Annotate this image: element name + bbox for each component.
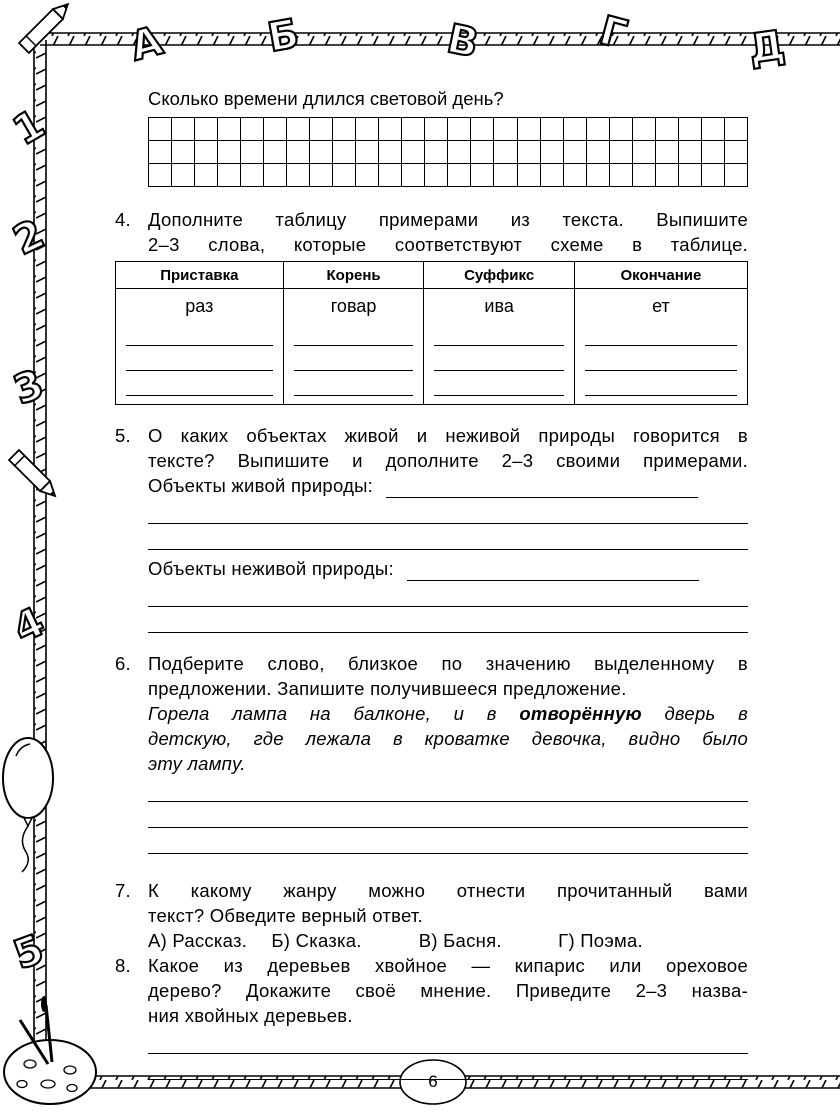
question-number: 8.: [115, 955, 131, 976]
question-text: Дополните таблицу примерами из текста. Выпишите: [148, 209, 748, 230]
answer-line[interactable]: [148, 1028, 748, 1054]
question-text: предложении. Запишите получившееся предложение.: [148, 678, 627, 699]
grid-cell[interactable]: [448, 141, 471, 164]
option-d[interactable]: Г) Поэма.: [558, 930, 643, 951]
grid-cell[interactable]: [172, 141, 195, 164]
question-text: текст? Обведите верный ответ.: [148, 905, 423, 926]
grid-cell[interactable]: [632, 164, 655, 187]
question-text: тексте? Выпишите и дополните 2–3 своими примерами.: [148, 450, 748, 471]
sentence-end: дверь в: [641, 703, 749, 724]
grid-cell[interactable]: [149, 118, 172, 141]
grid-cell[interactable]: [149, 141, 172, 164]
grid-row: [149, 118, 748, 141]
answer-line[interactable]: [148, 581, 748, 607]
grid-cell[interactable]: [494, 141, 517, 164]
option-b[interactable]: Б) Сказка.: [271, 930, 362, 951]
grid-cell[interactable]: [356, 141, 379, 164]
grid-cell[interactable]: [540, 118, 563, 141]
answer-line[interactable]: [294, 371, 414, 396]
question-number: 4.: [115, 209, 131, 230]
grid-cell[interactable]: [379, 141, 402, 164]
question-text: ния хвойных деревьев.: [148, 1005, 353, 1026]
option-a[interactable]: А) Рассказ.: [148, 930, 248, 951]
grid-cell[interactable]: [310, 164, 333, 187]
grid-cell[interactable]: [218, 118, 241, 141]
grid-cell[interactable]: [425, 141, 448, 164]
grid-cell[interactable]: [195, 164, 218, 187]
grid-cell[interactable]: [356, 164, 379, 187]
grid-cell[interactable]: [264, 164, 287, 187]
grid-cell[interactable]: [195, 141, 218, 164]
question-text: 2–3 слова, которые соответствуют схеме в таблице.: [148, 234, 748, 255]
example-sentence: [148, 701, 748, 726]
grid-cell[interactable]: [218, 164, 241, 187]
question-text: Подберите слово, близкое по значению выделенному в: [148, 653, 748, 674]
answer-line[interactable]: [434, 371, 563, 396]
grid-cell[interactable]: [678, 118, 701, 141]
question-number: 6.: [115, 653, 131, 674]
grid-cell[interactable]: [149, 164, 172, 187]
grid-cell[interactable]: [172, 118, 195, 141]
grid-cell[interactable]: [471, 141, 494, 164]
question-text: К какому жанру можно отнести прочитанный вами: [148, 880, 748, 901]
grid-cell[interactable]: [448, 118, 471, 141]
answer-line[interactable]: [148, 607, 748, 633]
question-text: О каких объектах живой и неживой природы говорится в: [148, 425, 748, 446]
example-prefix: раз: [185, 296, 214, 316]
grid-cell[interactable]: [632, 118, 655, 141]
answer-line[interactable]: [148, 498, 748, 524]
living-objects-label: Объекты живой природы:: [148, 475, 374, 496]
grid-row: [149, 141, 748, 164]
grid-cell[interactable]: [195, 118, 218, 141]
grid-cell[interactable]: [563, 118, 586, 141]
answer-line[interactable]: [294, 321, 414, 346]
grid-cell[interactable]: [172, 164, 195, 187]
column-header-ending: Окончание: [574, 262, 747, 289]
grid-cell[interactable]: [333, 164, 356, 187]
grid-cell[interactable]: [563, 164, 586, 187]
question-number: 5.: [115, 425, 131, 446]
question-number: 7.: [115, 880, 131, 901]
grid-cell[interactable]: [655, 164, 678, 187]
nonliving-objects-row: [148, 556, 748, 581]
header-letter-v: В: [443, 15, 483, 68]
grid-cell[interactable]: [517, 141, 540, 164]
question-7: [115, 878, 748, 953]
grid-cell[interactable]: [241, 118, 264, 141]
grid-cell[interactable]: [264, 118, 287, 141]
grid-cell[interactable]: [517, 164, 540, 187]
answer-line[interactable]: [585, 321, 737, 346]
column-header-suffix: Суффикс: [424, 262, 574, 289]
answer-line[interactable]: [434, 321, 563, 346]
grid-cell[interactable]: [425, 118, 448, 141]
header-letter-d: Д: [745, 22, 788, 73]
grid-cell[interactable]: [241, 164, 264, 187]
question-4: [115, 207, 748, 257]
prev-question-text: Сколько времени длился световой день?: [148, 88, 504, 109]
grid-cell[interactable]: [724, 164, 747, 187]
grid-cell[interactable]: [356, 118, 379, 141]
example-sentence: детскую, где лежала в кроватке девочка, видно было: [148, 728, 748, 749]
highlighted-word: отворённую: [519, 703, 642, 724]
answer-options: [148, 928, 748, 953]
margin-number-1: 1: [5, 100, 53, 155]
grid-cell[interactable]: [287, 118, 310, 141]
answer-line[interactable]: [294, 346, 414, 371]
palette-icon: [4, 996, 96, 1104]
grid-cell[interactable]: [609, 118, 632, 141]
grid-cell[interactable]: [402, 118, 425, 141]
table-cell[interactable]: [574, 289, 747, 405]
grid-cell[interactable]: [425, 164, 448, 187]
header-letter-b: Б: [264, 10, 303, 62]
nonliving-objects-label: Объекты неживой природы:: [148, 558, 394, 579]
worksheet-content: [115, 86, 748, 1080]
grid-cell[interactable]: [586, 118, 609, 141]
header-letter-g: Г: [594, 7, 632, 59]
margin-number-3: 3: [7, 361, 50, 414]
grid-cell[interactable]: [494, 118, 517, 141]
grid-cell[interactable]: [563, 141, 586, 164]
table-cell[interactable]: [424, 289, 574, 405]
table-cell[interactable]: [283, 289, 424, 405]
grid-cell[interactable]: [678, 164, 701, 187]
question-text: Какое из деревьев хвойное — кипарис или ореховое: [148, 955, 748, 976]
grid-cell[interactable]: [379, 118, 402, 141]
grid-cell[interactable]: [678, 141, 701, 164]
answer-line[interactable]: [386, 479, 698, 498]
grid-cell[interactable]: [218, 141, 241, 164]
grid-cell[interactable]: [655, 141, 678, 164]
grid-cell[interactable]: [586, 164, 609, 187]
sentence-start: Горела лампа на балконе, и в: [148, 703, 520, 724]
grid-cell[interactable]: [402, 164, 425, 187]
grid-cell[interactable]: [609, 164, 632, 187]
grid-cell[interactable]: [471, 118, 494, 141]
grid-row: [149, 164, 748, 187]
grid-cell[interactable]: [333, 141, 356, 164]
answer-line[interactable]: [126, 371, 273, 396]
grid-cell[interactable]: [724, 141, 747, 164]
answer-line[interactable]: [148, 802, 748, 828]
grid-cell[interactable]: [310, 141, 333, 164]
answer-line[interactable]: [148, 524, 748, 550]
answer-line[interactable]: [407, 562, 699, 581]
grid-cell[interactable]: [310, 118, 333, 141]
column-header-root: Корень: [283, 262, 424, 289]
grid-cell[interactable]: [632, 141, 655, 164]
living-objects-row: [148, 473, 748, 498]
grid-cell[interactable]: [241, 141, 264, 164]
answer-line[interactable]: [585, 346, 737, 371]
option-c[interactable]: В) Басня.: [418, 930, 502, 951]
grid-cell[interactable]: [333, 118, 356, 141]
answer-line[interactable]: [126, 321, 273, 346]
grid-cell[interactable]: [517, 118, 540, 141]
grid-cell[interactable]: [586, 141, 609, 164]
grid-cell[interactable]: [471, 164, 494, 187]
grid-cell[interactable]: [655, 118, 678, 141]
grid-cell[interactable]: [379, 164, 402, 187]
answer-line[interactable]: [148, 776, 748, 802]
example-ending: ет: [652, 296, 670, 316]
grid-cell[interactable]: [609, 141, 632, 164]
example-sentence: эту лампу.: [148, 753, 246, 774]
margin-number-2: 2: [6, 210, 52, 265]
answer-grid[interactable]: [148, 117, 748, 187]
grid-cell[interactable]: [287, 141, 310, 164]
grid-cell[interactable]: [287, 164, 310, 187]
morpheme-table: [115, 261, 748, 405]
grid-cell[interactable]: [701, 118, 724, 141]
question-6: [115, 651, 748, 854]
column-header-prefix: Приставка: [116, 262, 284, 289]
left-border: [34, 40, 46, 1050]
margin-number-5: 5: [7, 926, 50, 979]
grid-cell[interactable]: [540, 141, 563, 164]
example-suffix: ива: [484, 296, 514, 316]
grid-cell[interactable]: [701, 164, 724, 187]
example-root: говар: [330, 296, 377, 316]
grid-cell[interactable]: [264, 141, 287, 164]
table-cell[interactable]: [116, 289, 284, 405]
grid-cell[interactable]: [701, 141, 724, 164]
grid-cell[interactable]: [724, 118, 747, 141]
header-letter-a: А: [125, 17, 168, 71]
answer-line[interactable]: [434, 346, 563, 371]
grid-cell[interactable]: [494, 164, 517, 187]
grid-cell[interactable]: [402, 141, 425, 164]
question-5: [115, 423, 748, 633]
answer-line[interactable]: [585, 371, 737, 396]
margin-number-4: 4: [6, 598, 52, 653]
grid-cell[interactable]: [448, 164, 471, 187]
question-text: дерево? Докажите своё мнение. Приведите 2–3 назва-: [148, 980, 748, 1001]
answer-line[interactable]: [126, 346, 273, 371]
page-number: 6: [428, 1072, 438, 1091]
answer-line[interactable]: [148, 828, 748, 854]
grid-cell[interactable]: [540, 164, 563, 187]
